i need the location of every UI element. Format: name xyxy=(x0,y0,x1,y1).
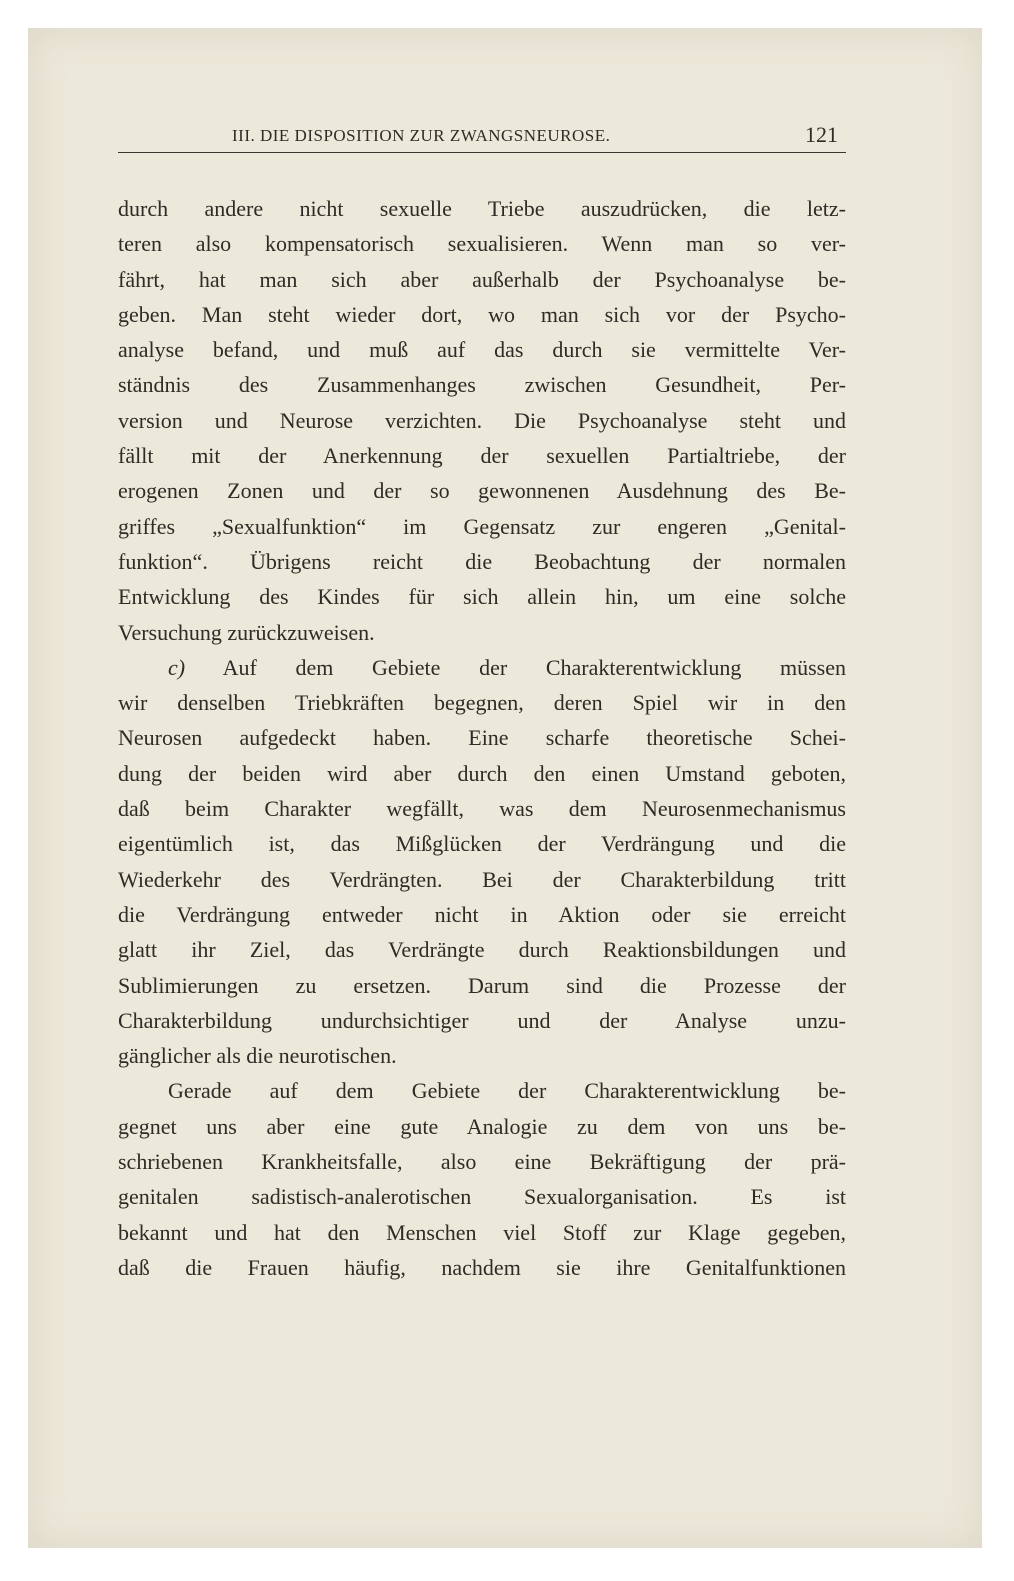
text-line: version und Neurose verzichten. Die Psychoanalyse steht und xyxy=(118,407,846,433)
body-text xyxy=(118,191,846,1285)
text-line: daß die Frauen häufig, nachdem sie ihre Genitalfunktionen xyxy=(118,1254,846,1280)
text-line: daß beim Charakter wegfällt, was dem Neurosenmechanismus xyxy=(118,796,846,822)
text-line: teren also kompensatorisch sexualisieren. Wenn man so ver- xyxy=(118,231,846,257)
book-page xyxy=(118,116,846,1285)
text-line: Entwicklung des Kindes für sich allein hin, um eine solche xyxy=(118,584,846,610)
text-line: Neurosen aufgedeckt haben. Eine scharfe theoretische Schei- xyxy=(118,725,846,751)
text-line: Charakterbildung undurchsichtiger und der Analyse unzu- xyxy=(118,1007,846,1033)
text-line: griffes „Sexualfunktion“ im Gegensatz zur engeren „Genital- xyxy=(118,513,846,539)
text-line: fährt, hat man sich aber außerhalb der Psychoanalyse be- xyxy=(118,266,846,292)
text-line-segment: Auf dem Gebiete der Charakterentwicklung müssen xyxy=(222,654,846,680)
paragraph-first-line: Gerade auf dem Gebiete der Charakterentwicklung be- xyxy=(168,1078,846,1104)
text-line: Sublimierungen zu ersetzen. Darum sind die Prozesse der xyxy=(118,972,846,998)
text-line: eigentümlich ist, das Mißglücken der Verdrängung und die xyxy=(118,831,846,857)
text-line: durch andere nicht sexuelle Triebe auszudrücken, die letz- xyxy=(118,196,846,221)
section-label: c) xyxy=(168,654,186,680)
text-line: wir denselben Triebkräften begegnen, deren Spiel wir in den xyxy=(118,690,846,716)
section-c-first-line xyxy=(118,650,846,685)
paragraph-end-line: Versuchung zurückzuweisen. xyxy=(118,619,375,645)
text-line: bekannt und hat den Menschen viel Stoff zur Klage gegeben, xyxy=(118,1219,846,1245)
text-line: ständnis des Zusammenhanges zwischen Gesundheit, Per- xyxy=(118,372,846,398)
text-line: genitalen sadistisch-analerotischen Sexualorganisation. Es ist xyxy=(118,1184,846,1210)
paragraph-end-line: gänglicher als die neurotischen. xyxy=(118,1043,397,1069)
text-line: die Verdrängung entweder nicht in Aktion oder sie erreicht xyxy=(118,901,846,927)
text-line: geben. Man steht wieder dort, wo man sich vor der Psycho- xyxy=(118,301,846,327)
running-title: III. DIE DISPOSITION ZUR ZWANGSNEUROSE. xyxy=(232,126,611,145)
page-number: 121 xyxy=(805,122,838,147)
page-header xyxy=(118,116,846,153)
text-line: fällt mit der Anerkennung der sexuellen Partialtriebe, der xyxy=(118,443,846,469)
text-line: glatt ihr Ziel, das Verdrängte durch Reaktionsbildungen und xyxy=(118,937,846,963)
text-line: gegnet uns aber eine gute Analogie zu dem von uns be- xyxy=(118,1113,846,1139)
text-line: schriebenen Krankheitsfalle, also eine Bekräftigung der prä- xyxy=(118,1149,846,1175)
text-line: analyse befand, und muß auf das durch sie vermittelte Ver- xyxy=(118,337,846,363)
text-line: erogenen Zonen und der so gewonnenen Ausdehnung des Be- xyxy=(118,478,846,504)
text-line: Wiederkehr des Verdrängten. Bei der Charakterbildung tritt xyxy=(118,866,846,892)
text-line: dung der beiden wird aber durch den einen Umstand geboten, xyxy=(118,760,846,786)
text-line: funktion“. Übrigens reicht die Beobachtung der normalen xyxy=(118,548,846,574)
